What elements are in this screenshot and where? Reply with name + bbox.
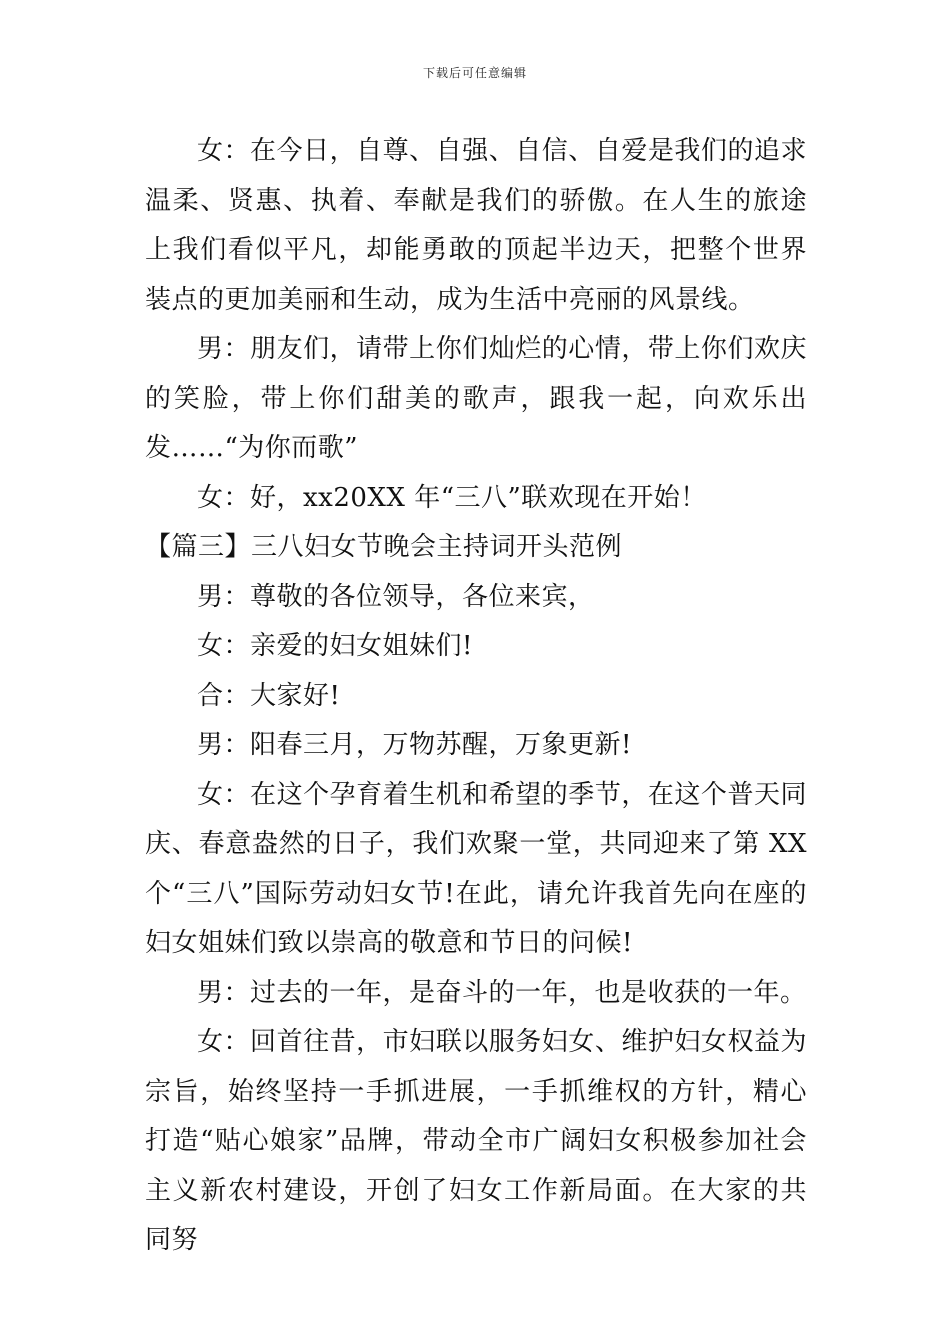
paragraph-male-greeting: 男：尊敬的各位领导，各位来宾， xyxy=(197,581,595,612)
document-body xyxy=(145,127,807,1266)
paragraph-female-greeting: 女：亲爱的妇女姐妹们! xyxy=(197,631,473,661)
paragraph-male-invitation: 男：朋友们，请带上你们灿烂的心情，带上你们欢庆的笑脸，带上你们甜美的歌声，跟我一起，向欢乐出发……“为你而歌” xyxy=(145,334,807,463)
paragraph-female-start: 女：好，xx20XX 年“三八”联欢现在开始！ xyxy=(197,482,707,513)
page-header-note: 下载后可任意编辑 xyxy=(422,66,527,80)
paragraph-female-opening: 女：在今日，自尊、自强、自信、自爱是我们的追求温柔、贤惠、执着、奉献是我们的骄傲。在人生的旅途上我们看似平凡，却能勇敢的顶起半边天，把整个世界装点的更加美丽和生动，成为生活中亮丽的风景线。 xyxy=(145,136,807,315)
paragraph-female-review: 女：回首往昔，市妇联以服务妇女、维护妇女权益为宗旨，始终坚持一手抓进展，一手抓维权的方针，精心打造“贴心娘家”品牌，带动全市广阔妇女积极参加社会主义新农村建设，开创了妇女工作新局面。在大家的共同努 xyxy=(145,1027,807,1255)
paragraph-male-spring: 男：阳春三月，万物苏醒，万象更新! xyxy=(197,730,632,760)
paragraph-female-festival: 女：在这个孕育着生机和希望的季节，在这个普天同庆、春意盎然的日子，我们欢聚一堂，共同迎来了第 XX 个“三八”国际劳动妇女节!在此，请允许我首先向在座的妇女姐妹们致以崇高的敬意和节日的问候! xyxy=(145,779,807,958)
section-heading: 【篇三】三八妇女节晚会主持词开头范例 xyxy=(145,532,623,562)
paragraph-male-past-year: 男：过去的一年，是奋斗的一年，也是收获的一年。 xyxy=(197,977,807,1008)
paragraph-together-greeting: 合：大家好! xyxy=(197,680,341,711)
